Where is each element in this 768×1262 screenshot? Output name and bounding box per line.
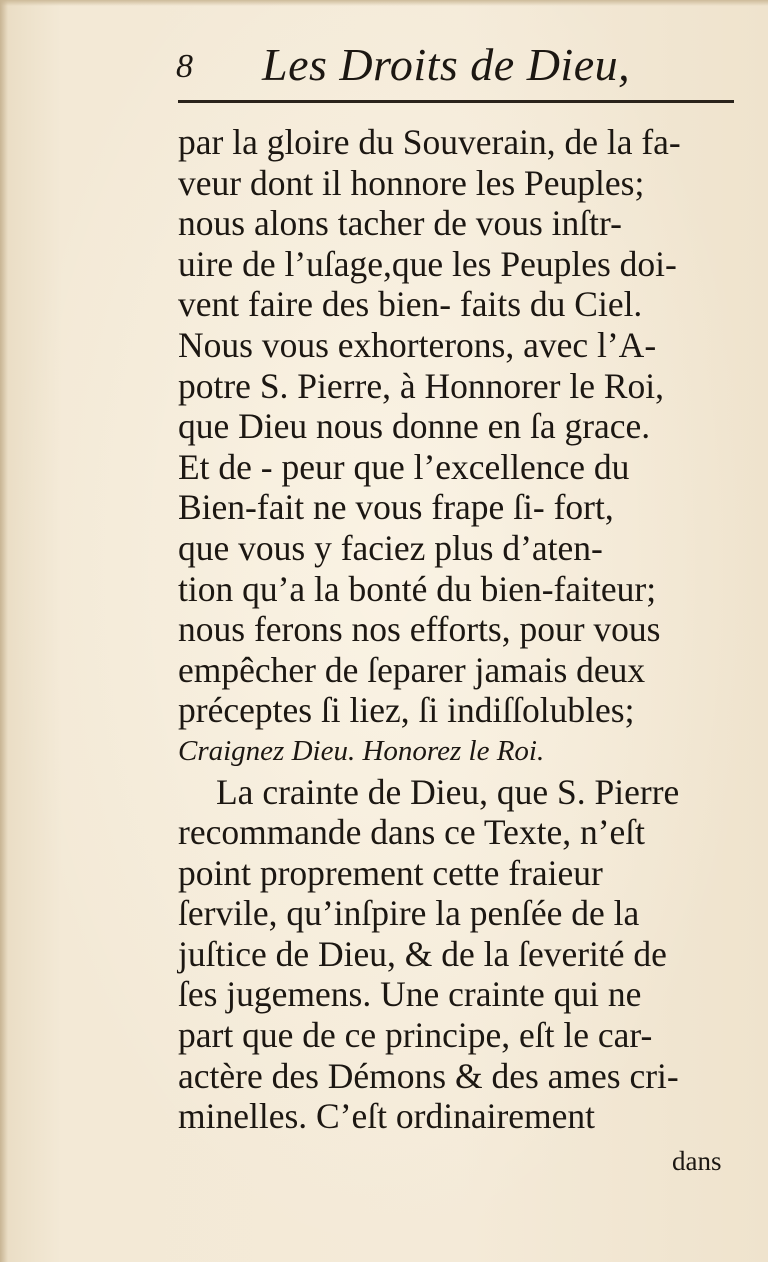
text-line: actère des Démons & des ames cri- <box>178 1055 679 1096</box>
text-line: Nous vous exhorterons, avec l’A- <box>178 324 657 365</box>
text-line: préceptes ſi liez, ſi indiſſolubles; <box>178 690 635 731</box>
text-line: Bien-fait ne vous frape ſi- fort, <box>178 487 614 528</box>
text-line: uire de l’uſage,que les Peuples doi- <box>178 243 677 284</box>
text-line: ſes jugemens. Une crainte qui ne <box>178 974 642 1015</box>
text-line: empêcher de ſeparer jamais deux <box>178 649 646 690</box>
page-gutter-shadow <box>0 0 8 1262</box>
text-line: point proprement cette fraieur <box>178 852 603 893</box>
page-number: 8 <box>176 48 193 85</box>
text-line: minelles. C’eſt ordinairement <box>178 1096 596 1137</box>
text-line: vent faire des bien- faits du Ciel. <box>178 284 643 325</box>
text-line: recommande dans ce Texte, n’eſt <box>178 812 646 853</box>
text-line: juſtice de Dieu, & de la ſeverité de <box>178 933 667 974</box>
text-line: Et de - peur que l’excellence du <box>178 446 630 487</box>
text-line: nous alons tacher de vous inſtr- <box>178 203 622 244</box>
body-text <box>178 122 738 1137</box>
text-line: ſervile, qu’inſpire la penſée de la <box>178 893 640 934</box>
text-line: par la gloire du Souverain, de la fa- <box>178 122 681 162</box>
text-line: nous ferons nos efforts, pour vous <box>178 609 661 650</box>
paragraph-start-line: La crainte de Dieu, que S. Pierre <box>216 771 680 812</box>
running-title: Les Droits de Dieu, <box>262 39 631 90</box>
header-rule <box>178 100 734 103</box>
italic-quote-line: Craignez Dieu. Honorez le Roi. <box>178 734 545 767</box>
catchword: dans <box>672 1146 722 1176</box>
text-line: part que de ce principe, eſt le car- <box>178 1015 653 1056</box>
text-line: que Dieu nous donne en ſa grace. <box>178 406 651 447</box>
text-line: veur dont il honnore les Peuples; <box>178 162 645 203</box>
text-line: tion qu’a la bonté du bien-faiteur; <box>178 568 657 609</box>
text-line: potre S. Pierre, à Honnorer le Roi, <box>178 365 665 406</box>
page-top-edge <box>0 0 768 6</box>
running-head <box>176 38 736 98</box>
text-line: que vous y faciez plus d’aten- <box>178 527 603 568</box>
